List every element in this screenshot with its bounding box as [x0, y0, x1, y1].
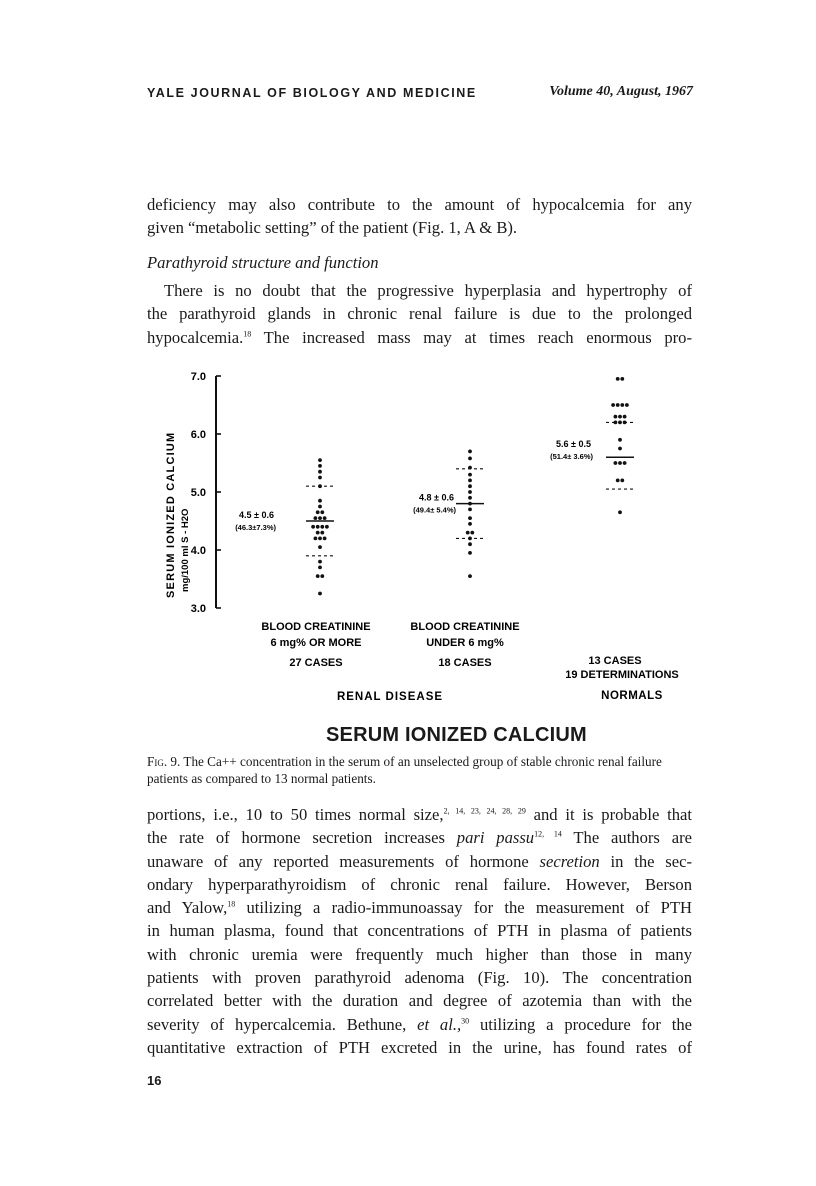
italic-run: pari passu	[456, 828, 535, 848]
paragraph-line: deficiency may also contribute to the amount of hypocalcemia for any	[147, 195, 692, 214]
data-point	[614, 415, 618, 419]
pct-label: (49.4± 5.4%)	[413, 505, 456, 515]
data-point	[323, 537, 327, 541]
data-point	[620, 377, 624, 381]
data-point	[318, 464, 322, 468]
y-tick-label: 6.0	[190, 429, 206, 441]
figure-caption	[147, 754, 692, 787]
y-tick-label: 4.0	[190, 545, 206, 557]
caption-text: The Ca++ concentration in the serum of an unselected group of stable chronic renal failure patients as compared to 13 normal patients.	[147, 754, 662, 786]
data-point	[468, 496, 472, 500]
data-point	[616, 377, 620, 381]
data-point	[318, 545, 322, 549]
data-point	[318, 516, 322, 520]
text-run: utilizing a radio-immunoassay for the measurement of PTH	[235, 898, 693, 918]
data-point	[468, 516, 472, 520]
data-point	[320, 531, 324, 535]
data-point	[468, 574, 472, 578]
data-point	[618, 510, 622, 514]
data-point	[316, 574, 320, 578]
data-point	[318, 592, 322, 596]
text-run: hypocalcemia.	[147, 327, 244, 347]
data-point	[320, 574, 324, 578]
data-point	[468, 551, 472, 555]
group-3-determinations: 19 DETERMINATIONS	[565, 669, 679, 681]
text-run: The increased mass may at times reach enormous pro-	[251, 327, 692, 347]
citation-ref: 2, 14, 23, 24, 28, 29	[443, 806, 526, 816]
paragraph-line: correlated better with the duration and degree of azotemia than with the	[147, 991, 692, 1011]
data-point	[614, 461, 618, 465]
italic-run: secretion	[539, 851, 600, 871]
running-header-journal: YALE JOURNAL OF BIOLOGY AND MEDICINE	[147, 86, 477, 100]
data-point	[616, 479, 620, 483]
data-point	[468, 479, 472, 483]
data-point	[623, 461, 627, 465]
paragraph-line	[147, 803, 692, 826]
figure-title: SERUM IONIZED CALCIUM	[326, 724, 587, 746]
mean-label: 5.6 ± 0.5	[556, 439, 591, 450]
paragraph-line: given “metabolic setting” of the patient (Fig. 1, A & B).	[147, 218, 518, 238]
paragraph-line	[147, 326, 692, 349]
data-point	[320, 525, 324, 529]
scatter-chart	[150, 366, 710, 716]
citation-ref: 12, 14	[534, 829, 562, 839]
text-run: portions, i.e., 10 to 50 times normal size,	[147, 805, 444, 824]
paragraph-line: patients with proven parathyroid adenoma (Fig. 10). The concentration	[147, 968, 692, 988]
running-header-volume: Volume 40, August, 1967	[549, 84, 693, 99]
paragraph-line: the parathyroid glands in chronic renal failure is due to the prolonged	[147, 304, 692, 324]
figure-9	[150, 366, 710, 716]
y-tick-label: 7.0	[190, 371, 206, 383]
group-1-cases: 27 CASES	[289, 657, 343, 669]
data-point	[316, 531, 320, 535]
data-point	[318, 499, 322, 503]
group-1-label-line1: BLOOD CREATININE	[261, 621, 371, 633]
y-tick-label: 5.0	[190, 487, 206, 499]
data-point	[318, 505, 322, 509]
section-heading: Parathyroid structure and function	[147, 253, 379, 272]
data-point	[318, 458, 322, 462]
data-point	[468, 508, 472, 512]
data-point	[623, 415, 627, 419]
y-axis-label: SERUM IONIZED CALCIUM	[165, 431, 177, 598]
data-point	[618, 438, 622, 442]
text-run: in the sec-	[599, 851, 692, 871]
text-run: unaware of any reported measurements of hormone	[147, 851, 540, 871]
data-point	[311, 525, 315, 529]
data-point	[468, 542, 472, 546]
group-2-cases: 18 CASES	[438, 657, 492, 669]
paragraph-parathyroid	[147, 279, 692, 349]
text-run: the rate of hormone secretion increases	[147, 828, 457, 848]
paragraph-line: quantitative extraction of PTH excreted in the urine, has found rates of	[147, 1037, 692, 1057]
paragraph-line: There is no doubt that the progressive hyperplasia and hypertrophy of	[164, 281, 692, 300]
paragraph-line	[147, 850, 692, 873]
data-point	[318, 476, 322, 480]
data-point	[611, 403, 615, 407]
data-point	[625, 403, 629, 407]
data-point	[314, 537, 318, 541]
data-point	[468, 522, 472, 526]
data-point	[468, 490, 472, 494]
data-point	[323, 516, 327, 520]
citation-ref: 30	[461, 1016, 470, 1026]
mean-label: 4.5 ± 0.6	[239, 510, 274, 520]
paragraph-line: ondary hyperparathyroidism of chronic renal failure. However, Berson	[147, 874, 692, 894]
data-point	[618, 447, 622, 451]
data-point	[320, 510, 324, 514]
data-point	[466, 531, 470, 535]
text-run: The authors are	[561, 828, 692, 848]
y-axis-units: mg/100 ml S - H2O	[180, 508, 191, 592]
group-2-label-line1: BLOOD CREATININE	[410, 621, 520, 633]
data-point	[325, 525, 329, 529]
paragraph-line	[147, 896, 692, 919]
data-point	[316, 510, 320, 514]
group-3-cases: 13 CASES	[588, 655, 642, 667]
data-point	[318, 560, 322, 564]
paragraph-line: with chronic uremia were frequently much higher than those in many	[147, 944, 692, 964]
data-point	[468, 473, 472, 477]
data-point	[468, 456, 472, 460]
page-number: 16	[147, 1073, 162, 1088]
paragraph-line: in human plasma, found that concentrations of PTH in plasma of patients	[147, 921, 692, 941]
data-point	[318, 566, 322, 570]
y-tick-label: 3.0	[190, 603, 206, 615]
data-point	[616, 403, 620, 407]
data-point	[316, 525, 320, 529]
caption-label: Fig. 9.	[147, 754, 181, 769]
italic-run: et al.,	[417, 1014, 462, 1034]
text-run: utilizing a procedure for the	[469, 1014, 693, 1034]
data-point	[620, 479, 624, 483]
pct-label: (46.3±7.3%)	[235, 523, 276, 532]
mean-label: 4.8 ± 0.6	[419, 492, 454, 503]
citation-ref: 18	[227, 899, 236, 909]
text-run: severity of hypercalcemia. Bethune,	[147, 1014, 418, 1034]
data-point	[470, 531, 474, 535]
data-point	[468, 484, 472, 488]
data-point	[618, 415, 622, 419]
data-point	[314, 516, 318, 520]
data-point	[318, 537, 322, 541]
text-run: and Yalow,	[147, 898, 228, 918]
group-2-label-line2: UNDER 6 mg%	[426, 637, 504, 649]
paragraph-intro	[147, 193, 692, 240]
data-point	[618, 461, 622, 465]
paragraph-pth	[147, 803, 692, 1059]
data-point	[318, 470, 322, 474]
pct-label: (51.4± 3.6%)	[550, 452, 593, 462]
data-point	[468, 450, 472, 454]
paragraph-line	[147, 826, 692, 849]
paragraph-line	[147, 1013, 692, 1036]
renal-disease-label: RENAL DISEASE	[336, 691, 444, 703]
citation-ref: 18	[243, 329, 252, 339]
group-1-label-line2: 6 mg% OR MORE	[270, 637, 362, 649]
text-run: and it is probable that	[525, 805, 693, 824]
normals-label: NORMALS	[601, 690, 663, 702]
data-point	[620, 403, 624, 407]
